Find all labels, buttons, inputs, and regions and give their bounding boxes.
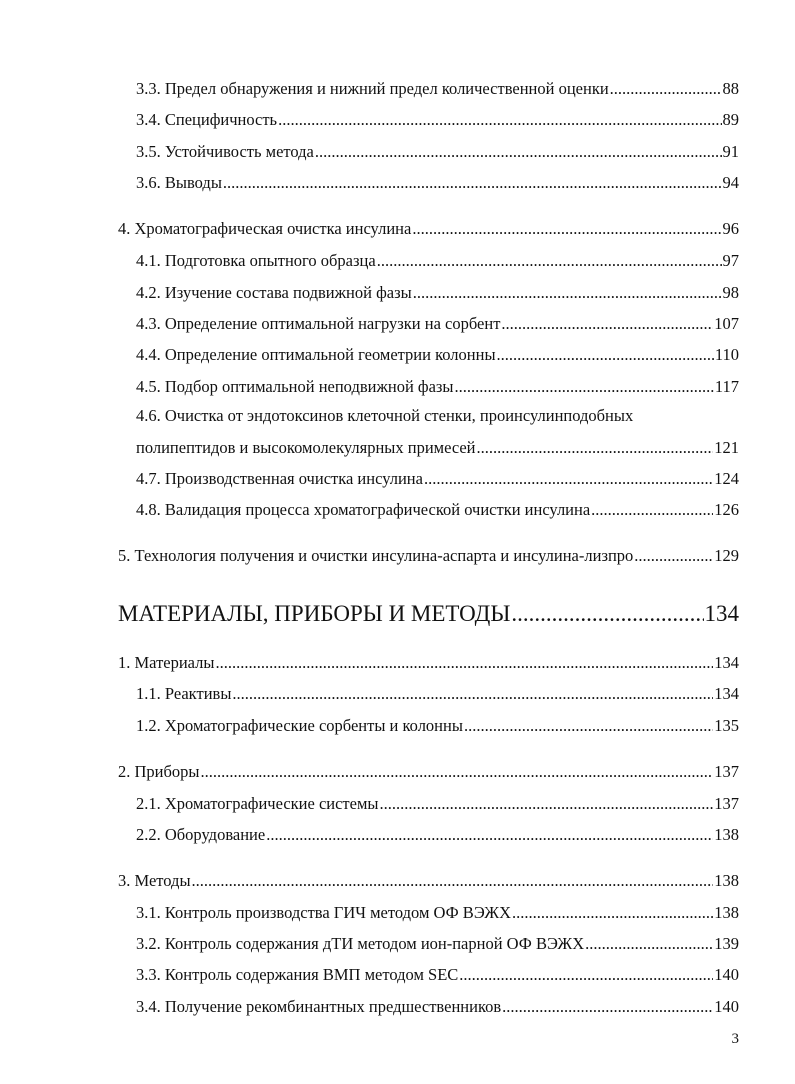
leader-dots <box>377 250 722 272</box>
toc-entry-title: 4.2. Изучение состава подвижной фазы <box>136 283 412 302</box>
toc-entry-title: 4.8. Валидация процесса хроматографической очистки инсулина <box>136 500 591 519</box>
leader-dots <box>200 761 713 783</box>
toc-entry-page: 138 <box>714 903 739 922</box>
toc-entry-4-1[interactable] <box>136 250 739 272</box>
toc-methods[interactable] <box>118 870 739 892</box>
leader-dots <box>192 870 714 892</box>
toc-entry-m3-1[interactable] <box>136 902 739 924</box>
toc-entry-4-2[interactable] <box>136 282 739 304</box>
toc-entry-title: 4.3. Определение оптимальной нагрузки на сорбент <box>136 314 501 333</box>
toc-entry-title: 1.1. Реактивы <box>136 684 232 703</box>
leader-dots <box>512 902 713 924</box>
toc-entry-title: 4.5. Подбор оптимальной неподвижной фазы <box>136 377 454 396</box>
leader-dots <box>278 109 721 131</box>
toc-entry-m3-4[interactable] <box>136 996 739 1018</box>
toc-entry-1-2[interactable] <box>136 715 739 737</box>
toc-entry-title: 2. Приборы <box>118 762 200 781</box>
toc-entry-4-5[interactable] <box>136 376 739 398</box>
toc-entry-title: 3.2. Контроль содержания дТИ методом ион-парной ОФ ВЭЖХ <box>136 934 585 953</box>
leader-dots <box>412 218 721 240</box>
toc-entry-page: 137 <box>714 762 739 781</box>
toc-entry-title: 1. Материалы <box>118 653 215 672</box>
toc-entry-page: 137 <box>714 794 739 813</box>
toc-entry-m3-3[interactable] <box>136 964 739 986</box>
leader-dots <box>634 545 713 567</box>
toc-entry-title: 4.6. Очистка от эндотоксинов клеточной стенки, проинсулинподобных <box>136 406 634 425</box>
toc-entry-3-3[interactable] <box>136 78 739 100</box>
toc-entry-title: 3.5. Устойчивость метода <box>136 142 314 161</box>
toc-entry-title: 3.4. Специфичность <box>136 110 278 129</box>
leader-dots <box>502 996 713 1018</box>
toc-entry-title: 4.7. Производственная очистка инсулина <box>136 469 423 488</box>
leader-dots <box>459 964 713 986</box>
toc-entry-page: 140 <box>714 965 739 984</box>
leader-dots <box>380 793 714 815</box>
page-number: 3 <box>731 1031 739 1047</box>
toc-entry-m3-2[interactable] <box>136 933 739 955</box>
toc-entry-title: 3.1. Контроль производства ГИЧ методом ОФ ВЭЖХ <box>136 903 511 922</box>
toc-entry-page: 134 <box>714 653 739 672</box>
toc-entry-title: 3.6. Выводы <box>136 173 222 192</box>
toc-entry-page: 110 <box>714 345 739 364</box>
toc-entry-page: 89 <box>722 110 739 129</box>
leader-dots <box>215 652 713 674</box>
toc-entry-page: 91 <box>722 142 739 161</box>
leader-dots <box>477 437 714 459</box>
leader-dots <box>223 172 722 194</box>
toc-entry-page: 117 <box>714 377 739 396</box>
toc-entry-4-7[interactable] <box>136 468 739 490</box>
toc-entry-page: 126 <box>714 500 739 519</box>
toc-entry-page: 129 <box>714 546 739 565</box>
toc-entry-4-3[interactable] <box>136 313 739 335</box>
leader-dots <box>511 599 703 629</box>
toc-entry-page: 138 <box>714 825 739 844</box>
toc-entry-page: 97 <box>722 251 739 270</box>
leader-dots <box>413 282 722 304</box>
toc-entry-page: 139 <box>714 934 739 953</box>
toc-entry-title: 3. Методы <box>118 871 191 890</box>
toc-entry-page: 121 <box>714 438 739 457</box>
leader-dots <box>610 78 722 100</box>
leader-dots <box>455 376 714 398</box>
leader-dots <box>464 715 713 737</box>
toc-entry-title: 4.1. Подготовка опытного образца <box>136 251 376 270</box>
toc-entry-page: 88 <box>722 79 739 98</box>
leader-dots <box>266 824 713 846</box>
toc-entry-2-2[interactable] <box>136 824 739 846</box>
toc-entry-title: 4.4. Определение оптимальной геометрии колонны <box>136 345 496 364</box>
toc-entry-page: 96 <box>722 219 739 238</box>
toc-entry-page: 124 <box>714 469 739 488</box>
toc-materials[interactable] <box>118 652 739 674</box>
toc-entry-title: 3.4. Получение рекомбинантных предшественников <box>136 997 502 1016</box>
leader-dots <box>591 499 713 521</box>
toc-entry-page: 140 <box>714 997 739 1016</box>
leader-dots <box>232 683 713 705</box>
toc-entry-title: 3.3. Контроль содержания ВМП методом SEC <box>136 965 459 984</box>
toc-entry-2-1[interactable] <box>136 793 739 815</box>
leader-dots <box>501 313 713 335</box>
toc-entry-title: 3.3. Предел обнаружения и нижний предел количественной оценки <box>136 79 609 98</box>
leader-dots <box>424 468 713 490</box>
toc-entry-title: 4. Хроматографическая очистка инсулина <box>118 219 412 238</box>
toc-entry-page: 134 <box>714 684 739 703</box>
toc-entry-4-6-line1[interactable] <box>136 405 633 427</box>
toc-devices[interactable] <box>118 761 739 783</box>
toc-chapter-4[interactable] <box>118 218 739 240</box>
toc-entry-1-1[interactable] <box>136 683 739 705</box>
leader-dots <box>585 933 713 955</box>
toc-entry-page: 98 <box>722 283 739 302</box>
toc-entry-4-6[interactable] <box>136 437 739 459</box>
toc-entry-title: 2.2. Оборудование <box>136 825 266 844</box>
toc-entry-4-8[interactable] <box>136 499 739 521</box>
toc-entry-page: 107 <box>714 314 739 333</box>
toc-entry-3-5[interactable] <box>136 141 739 163</box>
toc-entry-3-6[interactable] <box>136 172 739 194</box>
leader-dots <box>315 141 722 163</box>
toc-entry-title: 2.1. Хроматографические системы <box>136 794 379 813</box>
toc-entry-page: 134 <box>704 601 739 626</box>
toc-entry-title: МАТЕРИАЛЫ, ПРИБОРЫ И МЕТОДЫ <box>118 601 511 626</box>
toc-entry-page: 94 <box>722 173 739 192</box>
toc-entry-3-4[interactable] <box>136 109 739 131</box>
toc-entry-4-4[interactable] <box>136 344 739 366</box>
toc-entry-page: 135 <box>714 716 739 735</box>
toc-section-heading[interactable] <box>118 599 739 629</box>
toc-entry-title: 1.2. Хроматографические сорбенты и колонны <box>136 716 463 735</box>
toc-entry-title: 5. Технология получения и очистки инсулина-аспарта и инсулина-лизпро <box>118 546 634 565</box>
toc-chapter-5[interactable] <box>118 545 739 567</box>
toc-entry-title: полипептидов и высокомолекулярных примесей <box>136 438 476 457</box>
toc-entry-page: 138 <box>714 871 739 890</box>
leader-dots <box>497 344 714 366</box>
